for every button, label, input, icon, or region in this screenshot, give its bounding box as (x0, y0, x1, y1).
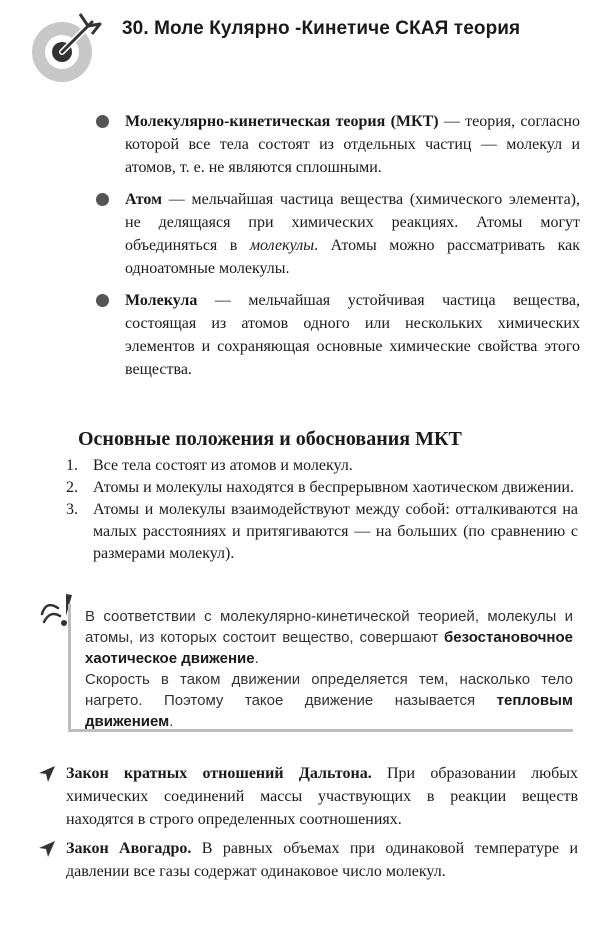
list-text: Атомы и молекулы взаимодействуют между собой: отталкиваются на малых расстояниях и притягиваются — на больших (по сравнению с размерами молекул). (93, 501, 578, 562)
note-text: Скорость в таком движении определяется тем, насколько тело нагрето. Поэтому такое движение называется (85, 671, 573, 709)
section-title: Основные положения и обоснования МКТ (78, 428, 462, 450)
note-bold: безостановочное хаотическое движение (85, 629, 573, 667)
law-item (38, 837, 578, 883)
definition-term: Молекула (125, 292, 198, 309)
list-text: Все тела состоят из атомов и молекул. (93, 457, 353, 474)
bullet-dot-icon (96, 115, 109, 128)
law-term: Закон кратных отношений Дальтона. (66, 765, 372, 782)
note-bold: тепловым движением (85, 692, 573, 730)
note-box (68, 604, 573, 732)
definition-term: Молекулярно-кинетическая теория (МКТ) (125, 113, 439, 130)
arrow-pointer-icon (38, 840, 56, 858)
list-item (66, 499, 578, 565)
definition-emphasis: молекулы (249, 237, 315, 254)
definition-term: Атом (125, 191, 162, 208)
chapter-title: 30. Моле Кулярно -Кинетиче СКАЯ теория (122, 18, 521, 39)
bullet-dot-icon (96, 294, 109, 307)
definitions-list (95, 110, 580, 390)
bullet-dot-icon (96, 193, 109, 206)
target-dart-icon (30, 10, 104, 84)
definition-text: — мельчайшая устойчивая частица вещества, состоящая из атомов одного или нескольких химических элементов и сохраняющая основные химические свойства этого вещества. (125, 292, 580, 378)
list-number: 3. (66, 501, 78, 518)
definition-item (95, 289, 580, 381)
definition-text-end: . Атомы можно рассматривать как одноатомные молекулы. (125, 237, 580, 277)
law-text: В равных объемах при одинаковой температуре и давлении все газы содержат одинаковое число молекул. (66, 840, 579, 880)
list-text: Атомы и молекулы находятся в беспрерывном хаотическом движении. (93, 479, 574, 496)
note-text: В соответствии с молекулярно-кинетической теорией, молекулы и атомы, из которых состоит вещество, совершают (85, 608, 573, 646)
list-number: 2. (66, 479, 78, 496)
list-item (66, 455, 578, 477)
note-text-end: . (254, 650, 259, 667)
law-term: Закон Авогадро. (66, 840, 192, 857)
postulates-list (66, 455, 578, 565)
laws-list (38, 762, 578, 889)
law-text: При образовании любых химических соединений массы участвующих в реакции веществ находятся в строго определенных соотношениях. (66, 765, 579, 828)
definition-item (95, 110, 580, 179)
definition-text: — мельчайшая частица вещества (химического элемента), не делящаяся при химических реакциях. Атомы могут объединяться в (125, 191, 580, 254)
definition-text: — теория, согласно которой все тела состоят из отдельных частиц — молекул и атомов, т. е. не являются сплошными. (125, 113, 580, 176)
definition-item (95, 188, 580, 280)
note-text-end: . (169, 713, 174, 730)
list-number: 1. (66, 457, 78, 474)
law-item (38, 762, 578, 831)
arrow-pointer-icon (38, 765, 56, 783)
page-header (30, 8, 590, 88)
list-item (66, 477, 578, 499)
